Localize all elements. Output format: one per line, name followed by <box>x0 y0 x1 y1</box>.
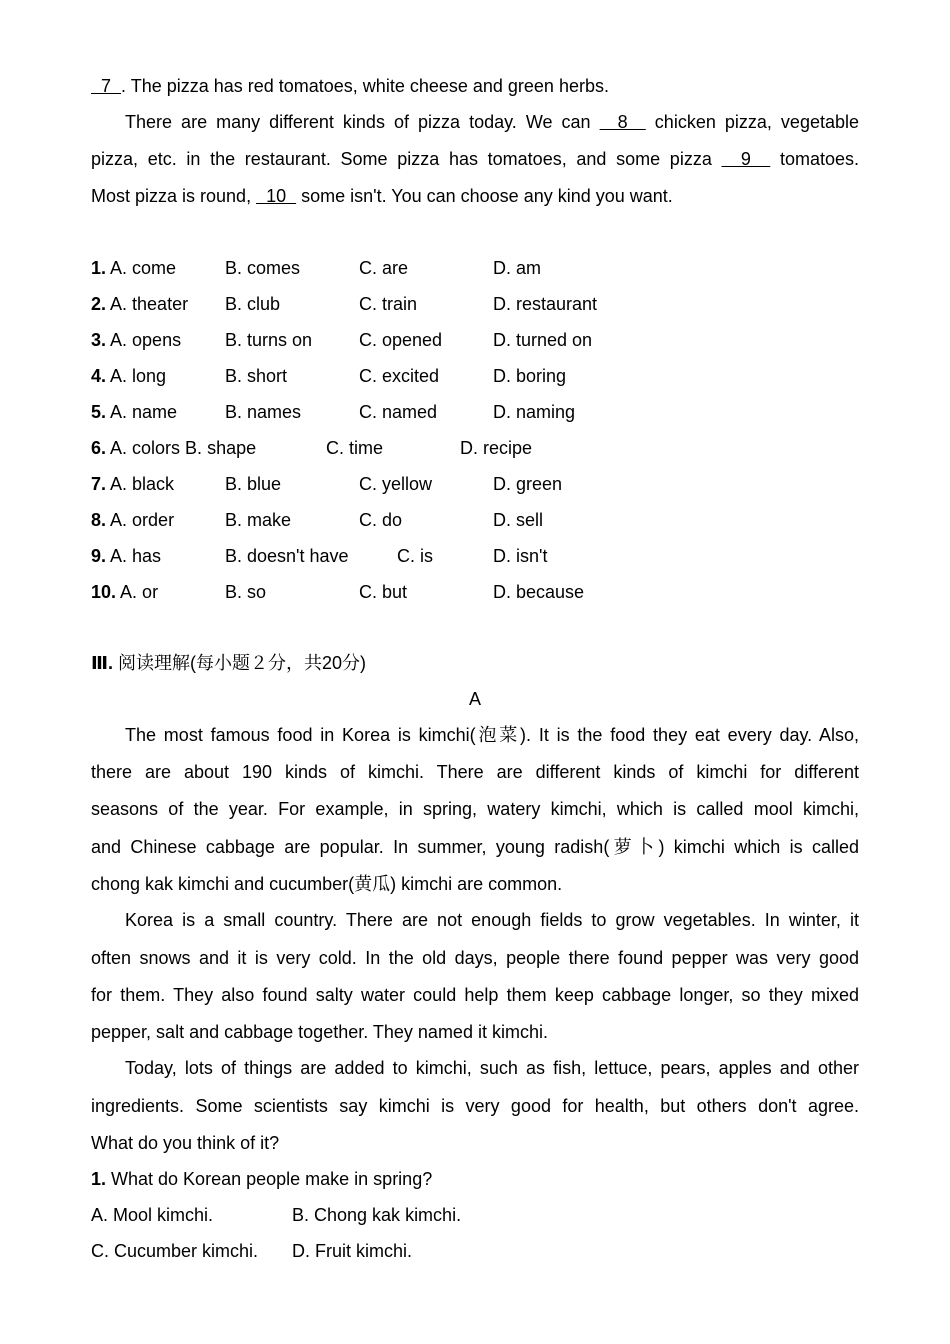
option-c: C. Cucumber kimchi. <box>91 1241 259 1261</box>
question-1: 1. What do Korean people make in spring? <box>91 1169 433 1189</box>
passage-line: The most famous food in Korea is kimchi(泡菜). It is the food they eat every day. Also, <box>125 725 859 745</box>
passage-line: ingredients. Some scientists say kimchi is very good for health, but others don't agree. <box>91 1096 859 1116</box>
option-d: D. Fruit kimchi. <box>292 1241 413 1261</box>
passage-line: Korea is a small country. There are not enough fields to grow vegetables. In winter, it <box>125 910 859 930</box>
blank-7: 7 <box>91 76 122 96</box>
passage-line: often snows and it is very cold. In the old days, people there found pepper was very good <box>91 948 859 968</box>
passage-label: A <box>468 689 481 709</box>
passage-line: there are about 190 kinds of kimchi. There are different kinds of kimchi for different <box>91 762 859 782</box>
cloze-line-2: There are many different kinds of pizza today. We can 8 chicken pizza, vegetable <box>125 112 859 132</box>
blank-10: 10 <box>256 186 297 206</box>
option-a: A. Mool kimchi. <box>91 1205 214 1225</box>
blank-8: 8 <box>599 112 646 132</box>
cloze-line-3: pizza, etc. in the restaurant. Some pizza has tomatoes, and some pizza 9 tomatoes. <box>91 149 860 169</box>
option-b: B. Chong kak kimchi. <box>292 1205 462 1225</box>
passage-line: for them. They also found salty water could help them keep cabbage longer, so they mixed <box>91 985 859 1005</box>
cloze-line-4: Most pizza is round, 10 some isn't. You can choose any kind you want. <box>91 186 673 206</box>
passage-line: seasons of the year. For example, in spring, watery kimchi, which is called mool kimchi, <box>91 799 859 819</box>
section-heading: Ⅲ. 阅读理解(每小题２分，共20分) <box>91 653 367 673</box>
cloze-line-1: 7 . The pizza has red tomatoes, white cheese and green herbs. <box>91 76 609 96</box>
passage-line: pepper, salt and cabbage together. They named it kimchi. <box>91 1022 548 1042</box>
passage-line: chong kak kimchi and cucumber(黄瓜) kimchi are common. <box>91 874 563 894</box>
passage-line: Today, lots of things are added to kimchi, such as fish, lettuce, pears, apples and other <box>125 1058 859 1078</box>
passage-line: What do you think of it? <box>91 1133 280 1153</box>
passage-line: and Chinese cabbage are popular. In summer, young radish(萝卜) kimchi which is called <box>91 837 859 857</box>
blank-9: 9 <box>721 149 771 169</box>
